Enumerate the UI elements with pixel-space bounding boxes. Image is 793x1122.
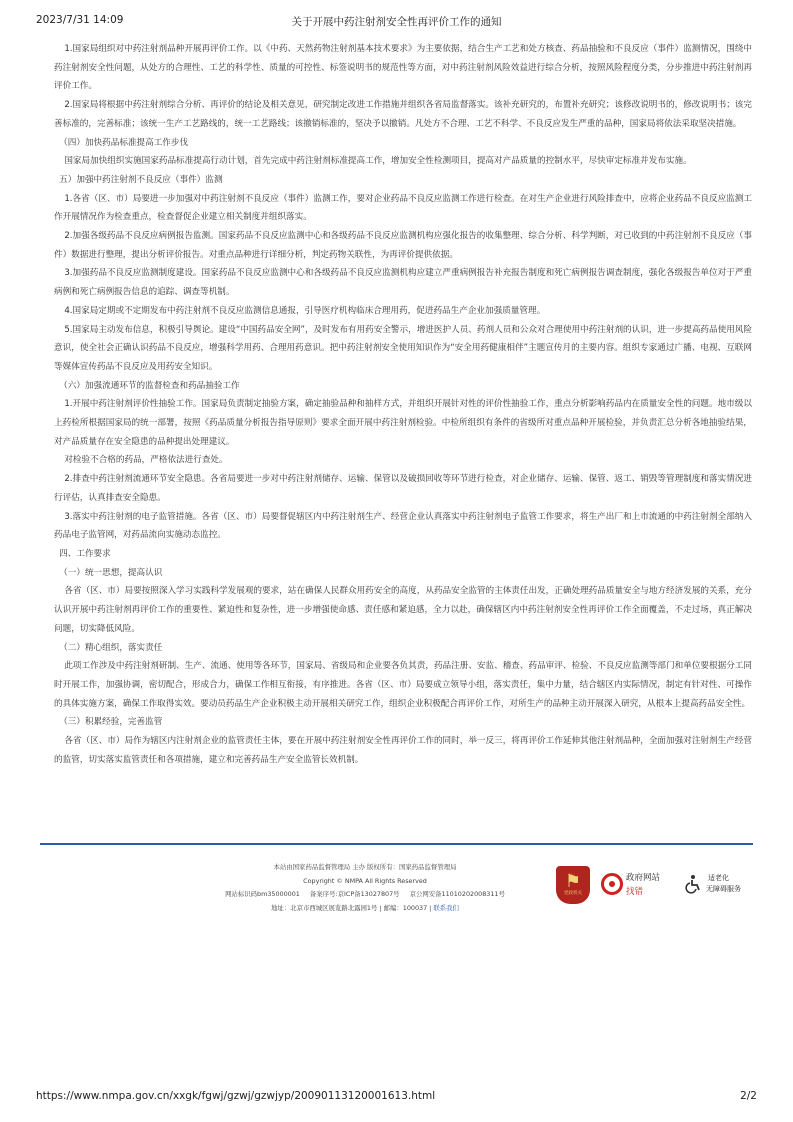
page-url: https://www.nmpa.gov.cn/xxgk/fgwj/gzwj/gzwjyp/20090113120001613.html: [36, 1090, 436, 1102]
section-heading: （六）加强流通环节的监督检查和药品抽验工作: [59, 380, 240, 391]
paragraph: 1.开展中药注射剂评价性抽验工作。国家局负责制定抽验方案，确定抽验品种和抽样方式，并组织开展针对性的评价性抽验工作，重点分析影响药品内在质量安全性的问题。地市级以上药检所根据国家局的统一部署，按照《药品质量分析报告指导原则》要求全面开展中药注射剂检验。中检所组织有条件的省级所对重点品种开展检验，并负责汇总分析各地抽验结果，对产品质量存在安全隐患的品种提出处理建议。: [54, 399, 752, 447]
footer-copyright: Copyright © NMPA All Rights Reserved: [303, 876, 427, 885]
site-footer: [190, 861, 540, 915]
article-body: [54, 40, 752, 769]
footer-registration: [190, 888, 540, 902]
print-header: [0, 14, 793, 30]
badge-caption: 党政机关: [564, 891, 582, 896]
accessibility-title: 适老化: [708, 874, 729, 882]
paragraph: 1.国家局组织对中药注射剂品种开展再评价工作。以《中药、天然药物注射剂基本技术要求》为主要依据，结合生产工艺和处方核查、药品抽验和不良反应（事件）监测情况，围绕中药注射剂安全性问题，从处方的合理性、工艺的科学性、质量的可控性、标签说明书的规范性等方面，对中药注射剂风险效益进行综合分析，按照风险程度分类，分步推进中药注射剂再评价工作。: [54, 44, 752, 92]
paragraph: 对检验不合格的药品，严格依法进行查处。: [64, 455, 228, 466]
contact-us-link[interactable]: 联系我们: [433, 903, 459, 912]
paragraph: 各省（区、市）局要按照深入学习实践科学发展观的要求，站在确保人民群众用药安全的高度，从药品安全监管的主体责任出发，正确处理药品质量安全与地方经济发展的关系，充分认识开展中药注射剂再评价工作的重要性、紧迫性和复杂性，进一步增强使命感、责任感和紧迫感，全力以赴，确保辖区内中药注射剂安全性再评价工作全面覆盖，不走过场，真正解决问题，切实降低风险。: [54, 586, 752, 634]
paragraph: 2.排查中药注射剂流通环节安全隐患。各省局要进一步对中药注射剂储存、运输、保管以及破损回收等环节进行检查，对企业储存、运输、保管、返工、销毁等管理制度和落实情况进行评估，认真排查安全隐患。: [54, 474, 752, 503]
emblem-icon: ⚑: [564, 871, 582, 892]
section-heading: （一）统一思想，提高认识: [59, 567, 163, 578]
section-heading: （三）积累经验，完善监管: [59, 717, 163, 728]
accessibility-service-badge[interactable]: [684, 872, 754, 898]
document-title: 关于开展中药注射剂安全性再评价工作的通知: [291, 16, 502, 28]
section-heading: （二）精心组织，落实责任: [59, 642, 163, 653]
footer-divider: [40, 843, 753, 845]
paragraph: 4.国家局定期或不定期发布中药注射剂不良反应监测信息通报，引导医疗机构临床合理用药，促进药品生产企业加强质量管理。: [64, 305, 546, 316]
footer-address-line: [190, 902, 540, 916]
gov-site-title: 政府网站: [626, 873, 661, 883]
paragraph: 2.国家局将根据中药注射剂综合分析、再评价的结论及相关意见，研究制定改进工作措施并组织各省局监督落实。该补充研究的，布置补充研究；该修改说明书的，修改说明书；该完善标准的，完善标准；该统一生产工艺路线的，统一工艺路线；该撤销标准的，坚决予以撤销。凡处方不合理、工艺不科学、不良反应发生严重的品种，国家局将依法采取坚决措施。: [54, 100, 752, 129]
gov-site-subtitle: 找错: [626, 887, 644, 897]
paragraph: 1.各省（区、市）局要进一步加强对中药注射剂不良反应（事件）监测工作，要对企业药品不良反应监测工作进行检查。在对生产企业进行风险排查中，应将企业药品不良反应监测工作开展情况作为检查重点，检查督促企业建立相关制度并组织落实。: [54, 193, 752, 223]
paragraph: 5.国家局主动发布信息，积极引导舆论。建设“中国药品安全网”，及时发布有用药安全警示，增进医护人员、药剂人员和公众对合理使用中药注射剂的认识，进一步提高药品使用风险意识，使全社会正确认识药品不良反应，增强科学用药、合理用药意识。把中药注射剂安全使用知识作为“安全用药健康相伴”主题宣传月的主要内容。组织专家通过广播、电视、互联网等媒体宣传药品不良反应及用药安全知识。: [54, 324, 752, 372]
paragraph: 3.加强药品不良反应监测制度建设。国家药品不良反应监测中心和各级药品不良反应监测机构应建立严重病例报告补充报告制度和死亡病例报告调查制度，强化各级报告单位对于严重病例和死亡病例报告信息的追踪、调查等机制。: [54, 268, 752, 298]
icp-record[interactable]: 备案序号:京ICP备13027807号: [309, 890, 400, 898]
accessibility-subtitle: 无障碍服务: [706, 885, 741, 893]
wheelchair-icon: [684, 874, 704, 894]
gov-site-logo-icon: [601, 873, 623, 895]
section-heading: 四、工作要求: [59, 548, 111, 559]
paragraph: 国家局加快组织实施国家药品标准提高行动计划，首先完成中药注射剂标准提高工作，增加安全性检测项目，提高对产品质量的控制水平，尽快审定标准并发布实施。: [64, 156, 692, 167]
print-datetime: 2023/7/31 14:09: [36, 14, 124, 26]
police-record[interactable]: 京公网安备11010202008311号: [409, 890, 505, 898]
paragraph: 3.落实中药注射剂的电子监管措施。各省（区、市）局要督促辖区内中药注射剂生产、经营企业认真落实中药注射剂电子监管工作要求，将生产出厂和上市流通的中药注射剂全部纳入药品电子监管网，对药品流向实施动态监控。: [54, 511, 752, 541]
paragraph: 各省（区、市）局作为辖区内注射剂企业的监管责任主体，要在开展中药注射剂安全性再评价工作的同时，举一反三，将再评价工作延伸其他注射剂品种，全面加强对注射剂生产经营的监管，切实落实监管责任和各项措施，建立和完善药品生产安全监管长效机制。: [54, 736, 752, 765]
site-code: 网站标识码bm35000001: [225, 890, 300, 898]
party-government-badge[interactable]: [556, 866, 590, 904]
print-footer: [36, 1090, 757, 1104]
gov-site-error-report-badge[interactable]: [601, 868, 667, 900]
page-number: 2/2: [740, 1090, 757, 1102]
paragraph: 此项工作涉及中药注射剂研制、生产、流通、使用等各环节，国家局、省级局和企业要各负其责，药品注册、安监、稽查、药品审评、检验、不良反应监测等部门和单位要根据分工同时开展工作，加强协调，密切配合，形成合力，确保工作相互衔接，有序推进。各省（区、市）局要成立领导小组，落实责任，集中力量，结合辖区内实际情况，制定有针对性、可操作的具体实施方案，确保工作取得实效。要动员药品生产企业积极主动开展相关研究工作，组织企业积极配合再评价工作，对所生产的品种主动开展深入研究，从根本上提高药品安全性。: [54, 661, 752, 709]
section-heading: （四）加快药品标准提高工作步伐: [59, 137, 189, 148]
footer-address: 地址：北京市西城区展览路北露园1号 | 邮编：100037 |: [271, 903, 432, 912]
section-heading: 五）加强中药注射剂不良反应（事件）监测: [59, 174, 223, 185]
footer-host-line: 本站由国家药品监督管理局 主办 版权所有：国家药品监督管理局: [273, 863, 457, 871]
paragraph: 2.加强各级药品不良反应病例报告监测。国家药品不良反应监测中心和各级药品不良反应监测机构应强化报告的收集整理、综合分析、科学判断，对已收到的中药注射剂不良反应（事件）数据进行整理，提出分析评价报告。对重点品种进行详细分析，判定药物关联性，为再评价提供依据。: [54, 231, 752, 260]
